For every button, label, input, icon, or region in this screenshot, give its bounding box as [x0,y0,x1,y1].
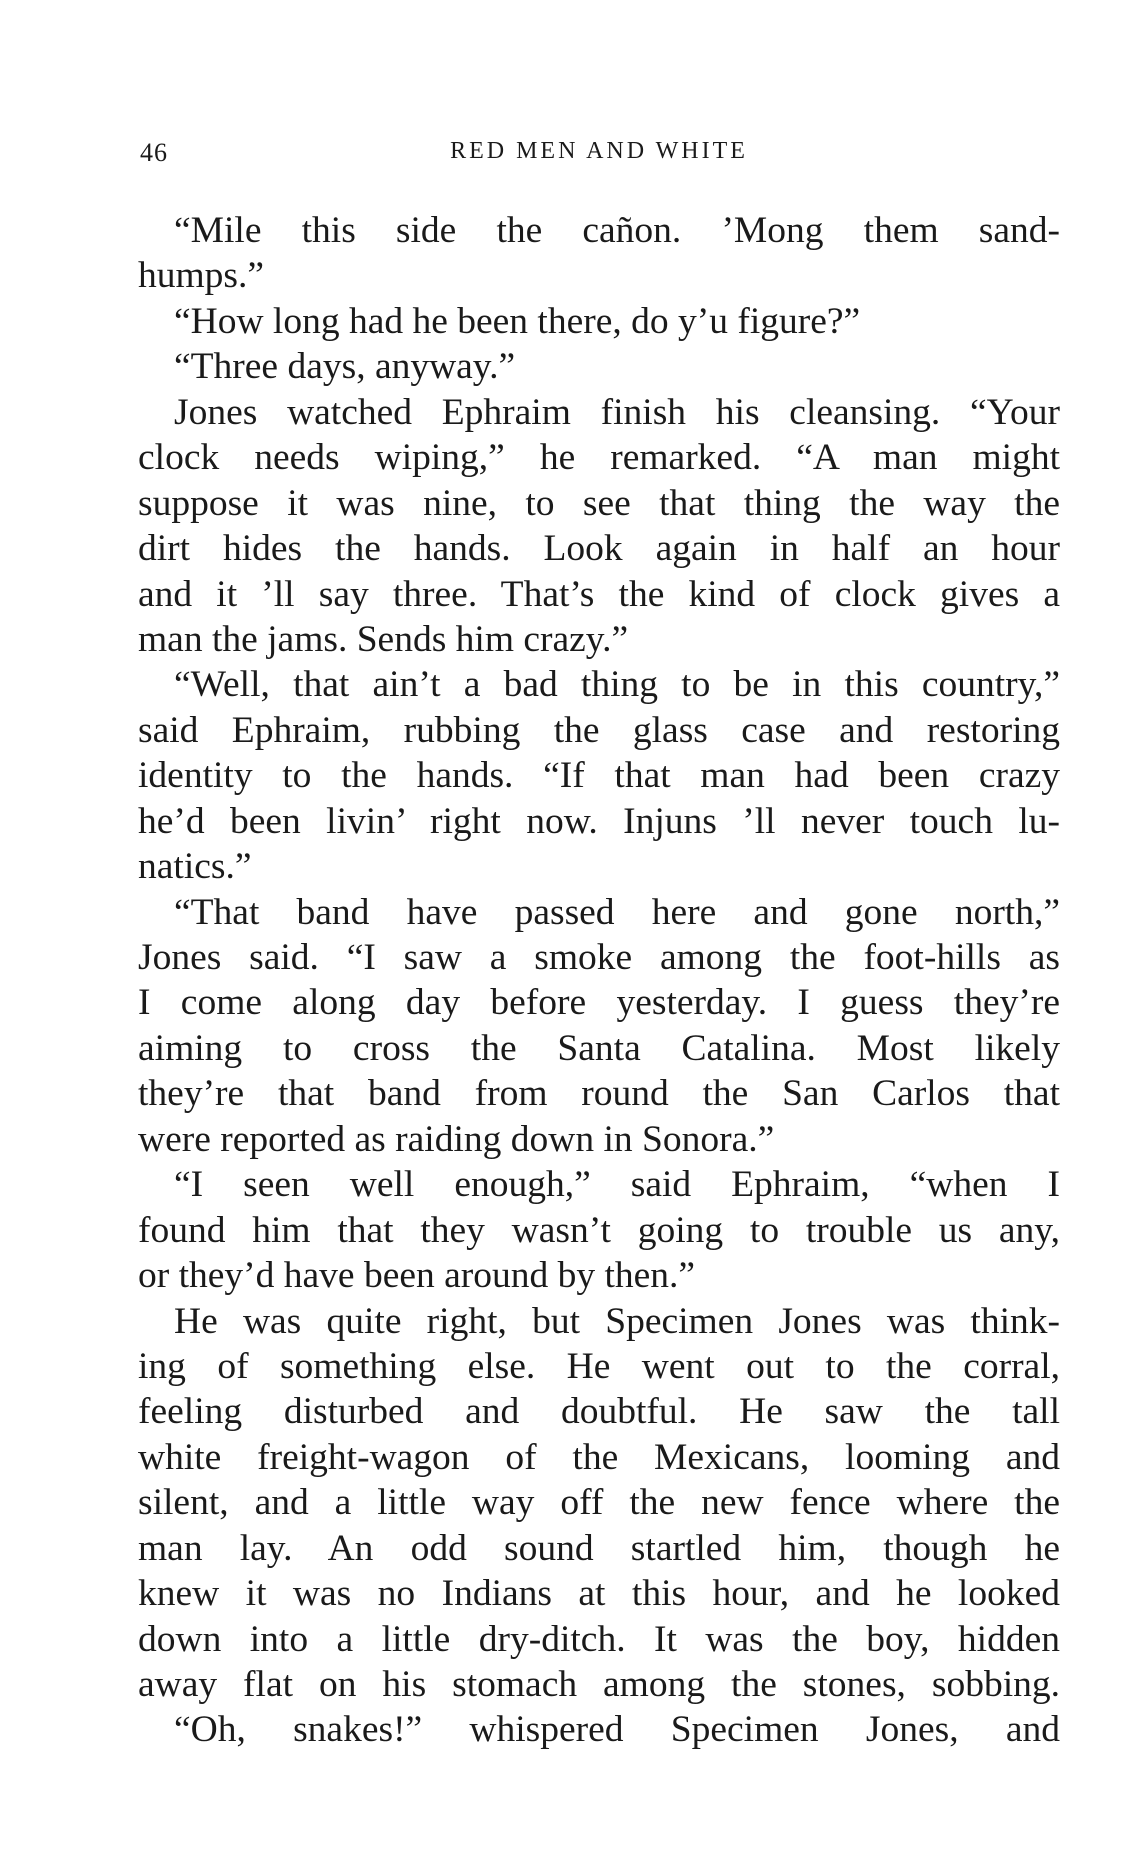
text-line: found him that they wasn’t going to trouble us any, [138,1209,1060,1251]
text-line: humps.” [138,255,265,297]
text-line: down into a little dry-ditch. It was the boy, hidden [138,1618,1060,1660]
text-line: clock needs wiping,” he remarked. “A man might [138,437,1060,479]
text-line: Jones said. “I saw a smoke among the foot-hills as [138,937,1060,978]
page-header [140,138,1058,178]
text-line: white freight-wagon of the Mexicans, looming and [138,1436,1060,1478]
text-line: knew it was no Indians at this hour, and he looked [138,1573,1060,1615]
text-line: were reported as raiding down in Sonora.” [138,1118,775,1160]
text-line: I come along day before yesterday. I guess they’re [138,982,1060,1024]
text-line: ing of something else. He went out to the corral, [138,1345,1060,1387]
text-line: man lay. An odd sound startled him, though he [138,1527,1060,1569]
text-line: they’re that band from round the San Carlos that [138,1073,1060,1115]
text-line: away flat on his stomach among the stones, sobbing. [138,1664,1060,1705]
text-line: or they’d have been around by then.” [138,1255,696,1297]
text-line: he’d been livin’ right now. Injuns ’ll never touch lu- [138,800,1060,842]
page-number: 46 [140,138,168,167]
text-line: and it ’ll say three. That’s the kind of clock gives a [138,573,1060,615]
text-line: “Three days, anyway.” [174,346,516,388]
text-line: Jones watched Ephraim finish his cleansing. “Your [174,391,1060,433]
text-line: aiming to cross the Santa Catalina. Most likely [138,1027,1060,1069]
text-line: He was quite right, but Specimen Jones was think- [174,1300,1060,1342]
text-line: man the jams. Sends him crazy.” [138,618,629,660]
text-line: “That band have passed here and gone north,” [174,891,1060,933]
text-line: feeling disturbed and doubtful. He saw the tall [138,1391,1060,1433]
text-line: suppose it was nine, to see that thing the way the [138,482,1060,524]
text-line: “How long had he been there, do y’u figure?” [174,300,861,342]
text-line: “Oh, snakes!” whispered Specimen Jones, and [174,1709,1060,1751]
text-line: dirt hides the hands. Look again in half an hour [138,528,1060,570]
body-text [138,208,1060,1753]
running-title: RED MEN AND WHITE [450,138,748,164]
text-line: silent, and a little way off the new fence where the [138,1482,1060,1524]
text-line: said Ephraim, rubbing the glass case and restoring [138,709,1060,751]
text-line: identity to the hands. “If that man had been crazy [138,755,1060,797]
text-line: “I seen well enough,” said Ephraim, “when I [174,1164,1060,1206]
text-line: “Well, that ain’t a bad thing to be in this country,” [174,664,1060,706]
text-line: natics.” [138,846,252,888]
text-line: “Mile this side the cañon. ’Mong them sand- [174,210,1060,251]
